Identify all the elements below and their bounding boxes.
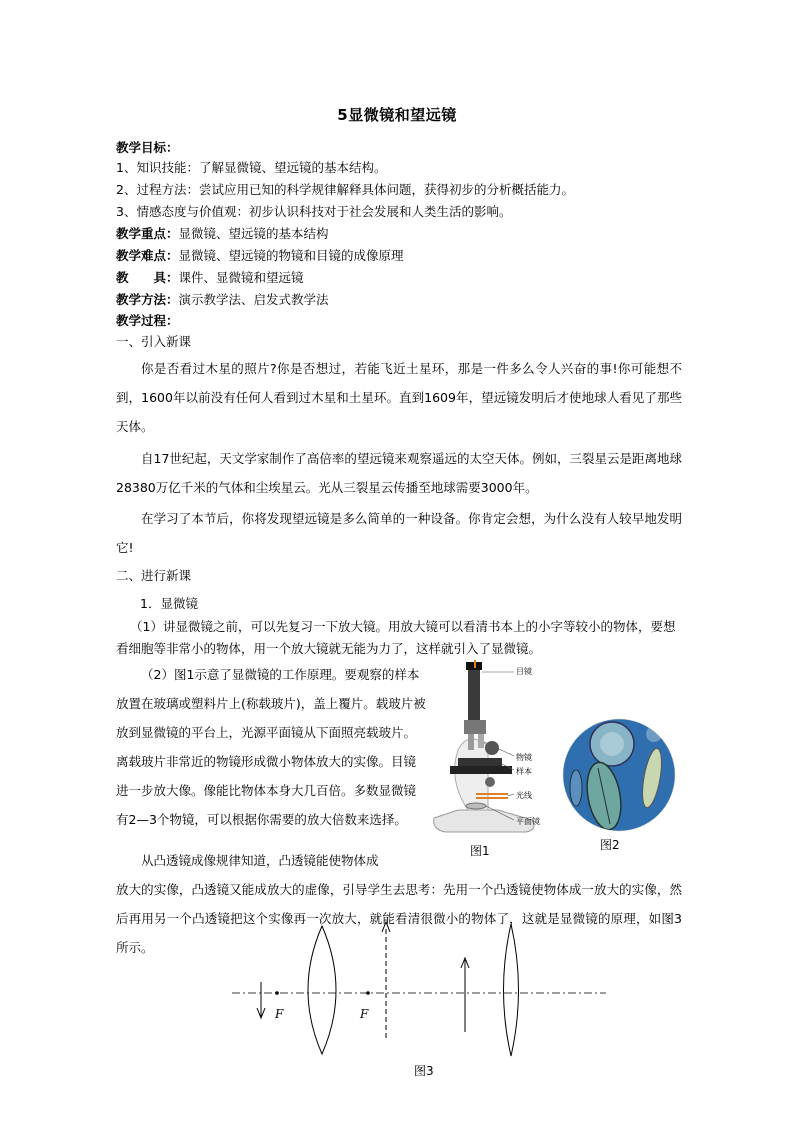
figure-1-microscope-image xyxy=(428,660,558,842)
intro-paragraph-1: 你是否看过木星的照片?你是否想过，若能飞近土星环，那是一件多么令人兴奋的事!你可能想不到，1600年以前没有任何人看到过木星和土星环。直到1609年，望远镜发明后才使地球人看见了那些天体。 xyxy=(116,361,682,434)
figure-1-label-light: 光线 xyxy=(516,791,532,800)
microscope-paragraph-2: （2）图1示意了显微镜的工作原理。要观察的样本放置在玻璃或塑料片上(称载玻片)，盖上覆片。载玻片被放到显微镜的平台上，光源平面镜从下面照亮载玻片。离载玻片非常近的物镜形成微小物体放大的实像。目镜进一步放大像。像能比物体本身大几百倍。多数显微镜有2—3个物镜，可以根据你需要的放大倍数来选择。 xyxy=(116,667,426,827)
microscope-paragraph-3-rest: 放大的实像，凸透镜又能成放大的虚像，引导学生去思考：先用一个凸透镜使物体成一放大的实像，然后再用另一个凸透镜把这个实像再一次放大，就能看清很微小的物体了，这就是显微镜的原理，如图3所示。 xyxy=(116,882,682,955)
figure-3-focus-label-2: F xyxy=(360,1007,369,1021)
objectives-heading: 教学目标： xyxy=(116,140,179,155)
section-2-heading: 二、进行新课 xyxy=(116,568,192,583)
objective-3: 3、情感态度与价值观：初步认识科技对于社会发展和人类生活的影响。 xyxy=(116,204,512,219)
figure-1-label-specimen: 样本 xyxy=(516,767,532,776)
teaching-methods: 教学方法：演示教学法、启发式教学法 xyxy=(116,292,329,307)
process-heading: 教学过程： xyxy=(116,313,179,328)
figure-1-label-mirror: 平面镜 xyxy=(516,817,540,826)
figure-2-diatoms-image xyxy=(562,718,676,832)
figure-2-caption: 图2 xyxy=(600,838,620,852)
microscope-paragraph-3-start: 从凸透镜成像规律知道，凸透镜能使物体成 xyxy=(141,853,379,868)
figure-3-focus-label-1: F xyxy=(275,1007,284,1021)
figure-3-caption: 图3 xyxy=(414,1064,434,1078)
teaching-tools: 教 具：课件、显微镜和望远镜 xyxy=(116,270,304,285)
objective-1: 1、知识技能：了解显微镜、望远镜的基本结构。 xyxy=(116,160,387,175)
section-1-heading: 一、引入新课 xyxy=(116,334,192,349)
figure-1-label-objective: 物镜 xyxy=(516,753,532,762)
microscope-paragraph-1: （1）讲显微镜之前，可以先复习一下放大镜。用放大镜可以看清书本上的小字等较小的物体，要想看细胞等非常小的物体，用一个放大镜就无能为力了，这样就引入了显微镜。 xyxy=(116,619,676,656)
objective-2: 2、过程方法：尝试应用已知的科学规律解释具体问题，获得初步的分析概括能力。 xyxy=(116,182,574,197)
subsection-microscope: 1．显微镜 xyxy=(140,596,198,611)
difficulties: 教学难点：显微镜、望远镜的物镜和目镜的成像原理 xyxy=(116,248,404,263)
figure-3-lens-diagram xyxy=(228,920,610,1060)
figure-1-label-eyepiece: 目镜 xyxy=(516,667,532,676)
intro-paragraph-3: 在学习了本节后，你将发现望远镜是多么简单的一种设备。你肯定会想，为什么没有人较早地发明它! xyxy=(116,511,682,555)
key-points: 教学重点：显微镜、望远镜的基本结构 xyxy=(116,226,329,241)
figure-1-caption: 图1 xyxy=(470,844,490,858)
page-title: 5显微镜和望远镜 xyxy=(337,106,457,124)
intro-paragraph-2: 自17世纪起，天文学家制作了高倍率的望远镜来观察遥远的太空天体。例如，三裂星云是距离地球28380万亿千米的气体和尘埃星云。光从三裂星云传播至地球需要3000年。 xyxy=(116,451,682,495)
